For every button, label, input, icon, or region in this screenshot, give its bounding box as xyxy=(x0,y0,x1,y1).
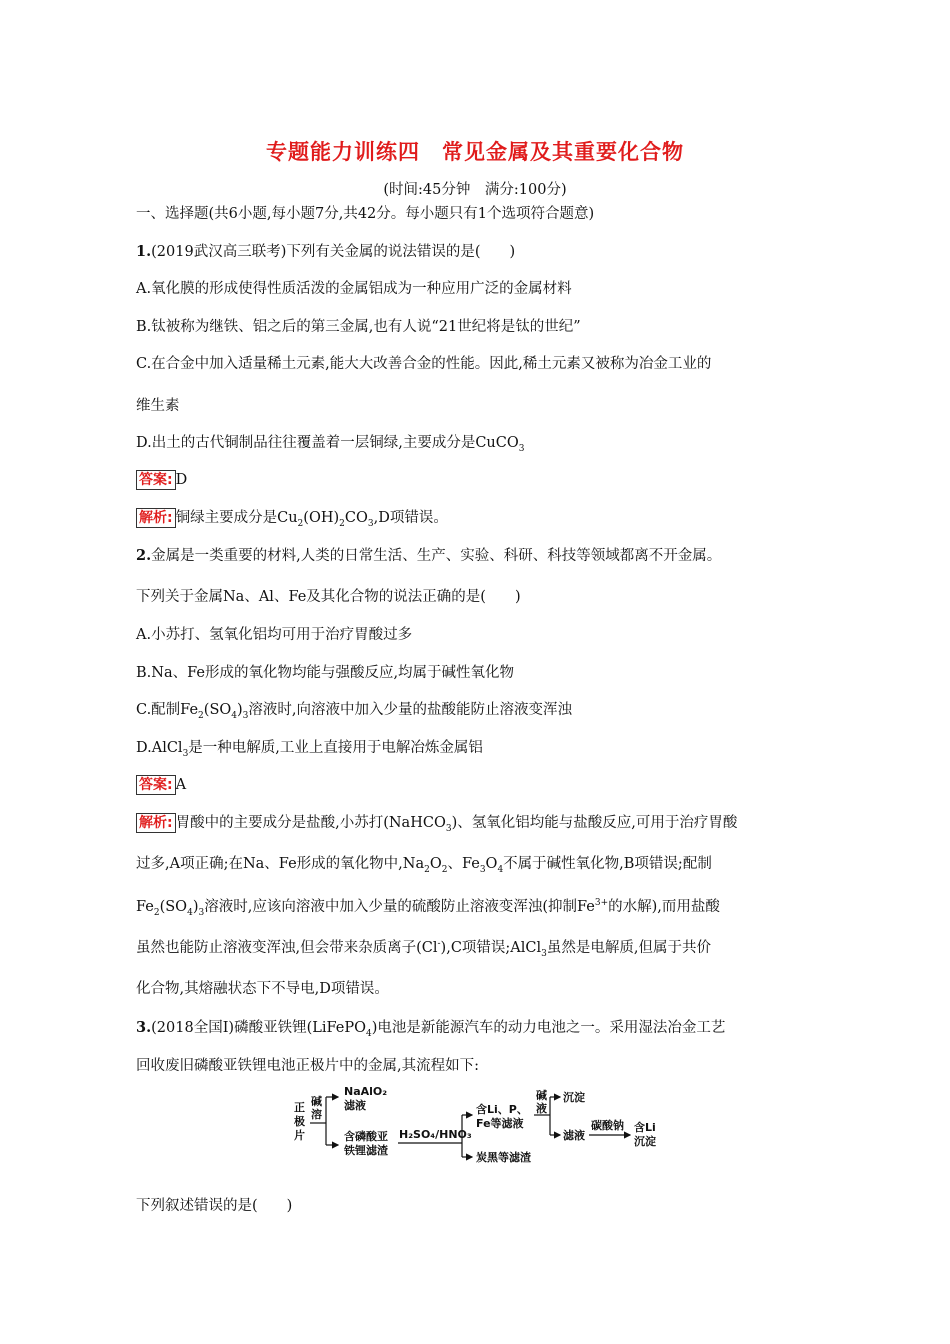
text: 、Fe xyxy=(447,856,480,872)
process-flow-diagram xyxy=(290,1085,670,1165)
q1-option-b: B.钛被称为继铁、铝之后的第三金属,也有人说“21世纪将是钛的世纪” xyxy=(136,319,581,335)
flow-precip: 沉淀 xyxy=(563,1091,585,1104)
sup: - xyxy=(437,939,441,950)
text: ) xyxy=(192,899,199,915)
flow-lifepo-2: 铁锂滤渣 xyxy=(344,1144,388,1157)
q1-answer-value: D xyxy=(175,472,188,488)
q1-option-d-sub: 3 xyxy=(518,443,525,454)
q3-number: 3. xyxy=(136,1019,152,1036)
q2-stem-line2: 下列关于金属Na、Al、Fe及其化合物的说法正确的是( ) xyxy=(136,589,521,605)
analysis-label: 解析: xyxy=(136,813,176,833)
flow-filtrate2: 滤液 xyxy=(563,1129,585,1142)
text: 过多,A项正确;在Na、Fe形成的氧化物中,Na xyxy=(136,856,425,872)
flow-start-1: 正 xyxy=(294,1101,305,1114)
q1-answer xyxy=(136,470,187,490)
sub: 2 xyxy=(339,518,345,529)
flow-start-2: 极 xyxy=(294,1115,305,1128)
text: O xyxy=(485,856,498,872)
text: (SO xyxy=(203,702,232,718)
q2-analysis-line5: 化合物,其熔融状态下不导电,D项错误。 xyxy=(136,981,389,997)
flow-li-1: 含Li xyxy=(634,1121,656,1134)
time-score-info: (时间:45分钟 满分:100分) xyxy=(383,182,567,198)
text: )、氢氧化铝均能与盐酸反应,可用于治疗胃酸 xyxy=(451,815,738,831)
sub: 3 xyxy=(198,907,205,918)
text: 不属于碱性氧化物,B项错误;配制 xyxy=(503,856,712,872)
text: (OH) xyxy=(303,510,340,526)
sup: 3+ xyxy=(594,898,609,909)
sub: 2 xyxy=(424,864,430,875)
flow-start-3: 片 xyxy=(294,1129,305,1142)
text: 胃酸中的主要成分是盐酸,小苏打(NaHCO xyxy=(175,815,446,831)
flow-filtrate: 滤液 xyxy=(344,1099,366,1112)
text: ),C项错误;AlCl xyxy=(440,940,542,956)
text: CO xyxy=(344,510,368,526)
q1-option-a: A.氧化膜的形成使得性质活泼的金属铝成为一种应用广泛的金属材料 xyxy=(136,281,572,297)
q2-answer xyxy=(136,775,186,795)
flow-naalo2: NaAlO₂ xyxy=(344,1085,388,1098)
q2-analysis-line4 xyxy=(136,938,711,958)
sub: 2 xyxy=(441,864,448,875)
q1-analysis-text: 铜绿主要成分是Cu xyxy=(175,510,298,526)
q2-analysis-line2 xyxy=(136,854,712,874)
text: Fe xyxy=(136,899,154,915)
sub: 3 xyxy=(445,823,452,834)
q2-option-b: B.Na、Fe形成的氧化物均能与强酸反应,均属于碱性氧化物 xyxy=(136,665,515,681)
text: 溶液时,应该向溶液中加入少量的硫酸防止溶液变浑浊(抑制Fe xyxy=(204,899,595,915)
text: 虽然是电解质,但属于共价 xyxy=(546,940,711,956)
q1-number: 1. xyxy=(136,243,152,260)
flow-alkali-2: 液 xyxy=(536,1102,547,1115)
q2-option-c xyxy=(136,700,572,720)
sub: 2 xyxy=(297,518,304,529)
sub: 4 xyxy=(231,710,237,721)
q2-stem-line1 xyxy=(136,546,721,566)
q2-stem-text: 金属是一类重要的材料,人类的日常生活、生产、实验、科研、科技等领域都离不开金属。 xyxy=(151,548,722,564)
text: C.配制Fe xyxy=(136,702,199,718)
flow-mid-1: 含Li、P、 xyxy=(476,1103,528,1116)
q1-option-d xyxy=(136,433,524,453)
q1-option-d-text: D.出土的古代铜制品往往覆盖着一层铜绿,主要成分是CuCO xyxy=(136,435,519,451)
q1-option-c-line2: 维生素 xyxy=(136,398,180,414)
q1-stem xyxy=(136,242,515,262)
q3-stem-line1 xyxy=(136,1018,725,1038)
sub: 2 xyxy=(153,907,160,918)
sub: 3 xyxy=(541,948,547,959)
flow-acid: H₂SO₄/HNO₃ xyxy=(399,1128,472,1141)
text: D.AlCl xyxy=(136,740,183,756)
text: ) xyxy=(237,702,243,718)
flow-mid-2: Fe等滤液 xyxy=(476,1117,524,1130)
sub: 4 xyxy=(497,864,504,875)
section-heading: 一、选择题(共6小题,每小题7分,共42分。每小题只有1个选项符合题意) xyxy=(136,206,595,222)
sub: 3 xyxy=(182,748,189,759)
text: 是一种电解质,工业上直接用于电解冶炼金属铝 xyxy=(188,740,483,756)
q1-analysis xyxy=(136,508,448,528)
text: (SO xyxy=(159,899,188,915)
q2-analysis-line3 xyxy=(136,897,720,917)
flow-step1-2: 溶 xyxy=(311,1108,322,1121)
page-title: 专题能力训练四 常见金属及其重要化合物 xyxy=(266,140,684,164)
q2-analysis-line1 xyxy=(136,813,737,833)
q2-number: 2. xyxy=(136,547,152,564)
q3-prompt: 下列叙述错误的是( ) xyxy=(136,1198,293,1214)
text: O xyxy=(429,856,442,872)
analysis-label: 解析: xyxy=(136,508,176,528)
q1-stem-text: (2019武汉高三联考)下列有关金属的说法错误的是( ) xyxy=(151,244,516,260)
sub: 3 xyxy=(367,518,374,529)
text: 虽然也能防止溶液变浑浊,但会带来杂质离子(Cl xyxy=(136,940,438,956)
text: )电池是新能源汽车的动力电池之一。采用湿法冶金工艺 xyxy=(371,1020,726,1036)
sub: 3 xyxy=(242,710,249,721)
q2-answer-value: A xyxy=(175,777,187,793)
answer-label: 答案: xyxy=(136,470,176,490)
flow-alkali-1: 碱 xyxy=(536,1089,547,1102)
q2-option-d xyxy=(136,738,483,758)
sub: 4 xyxy=(366,1028,372,1039)
sub: 3 xyxy=(479,864,486,875)
answer-label: 答案: xyxy=(136,775,176,795)
text: ,D项错误。 xyxy=(373,510,448,526)
flow-step1-1: 碱 xyxy=(311,1095,322,1108)
q3-stem-line2: 回收废旧磷酸亚铁锂电池正极片中的金属,其流程如下: xyxy=(136,1058,479,1074)
flow-carbon: 炭黑等滤渣 xyxy=(476,1151,531,1164)
flow-li-2: 沉淀 xyxy=(634,1135,656,1148)
q2-option-a: A.小苏打、氢氧化铝均可用于治疗胃酸过多 xyxy=(136,627,413,643)
flow-na2co3: 碳酸钠 xyxy=(591,1119,624,1132)
q1-option-c-line1: C.在合金中加入适量稀土元素,能大大改善合金的性能。因此,稀土元素又被称为冶金工业的 xyxy=(136,356,712,372)
text: (2018全国Ⅰ)磷酸亚铁锂(LiFePO xyxy=(151,1020,366,1036)
text: 溶液时,向溶液中加入少量的盐酸能防止溶液变浑浊 xyxy=(248,702,573,718)
text: 的水解),而用盐酸 xyxy=(608,899,720,915)
flow-lifepo-1: 含磷酸亚 xyxy=(344,1130,388,1143)
sub: 2 xyxy=(198,710,204,721)
sub: 4 xyxy=(187,907,193,918)
